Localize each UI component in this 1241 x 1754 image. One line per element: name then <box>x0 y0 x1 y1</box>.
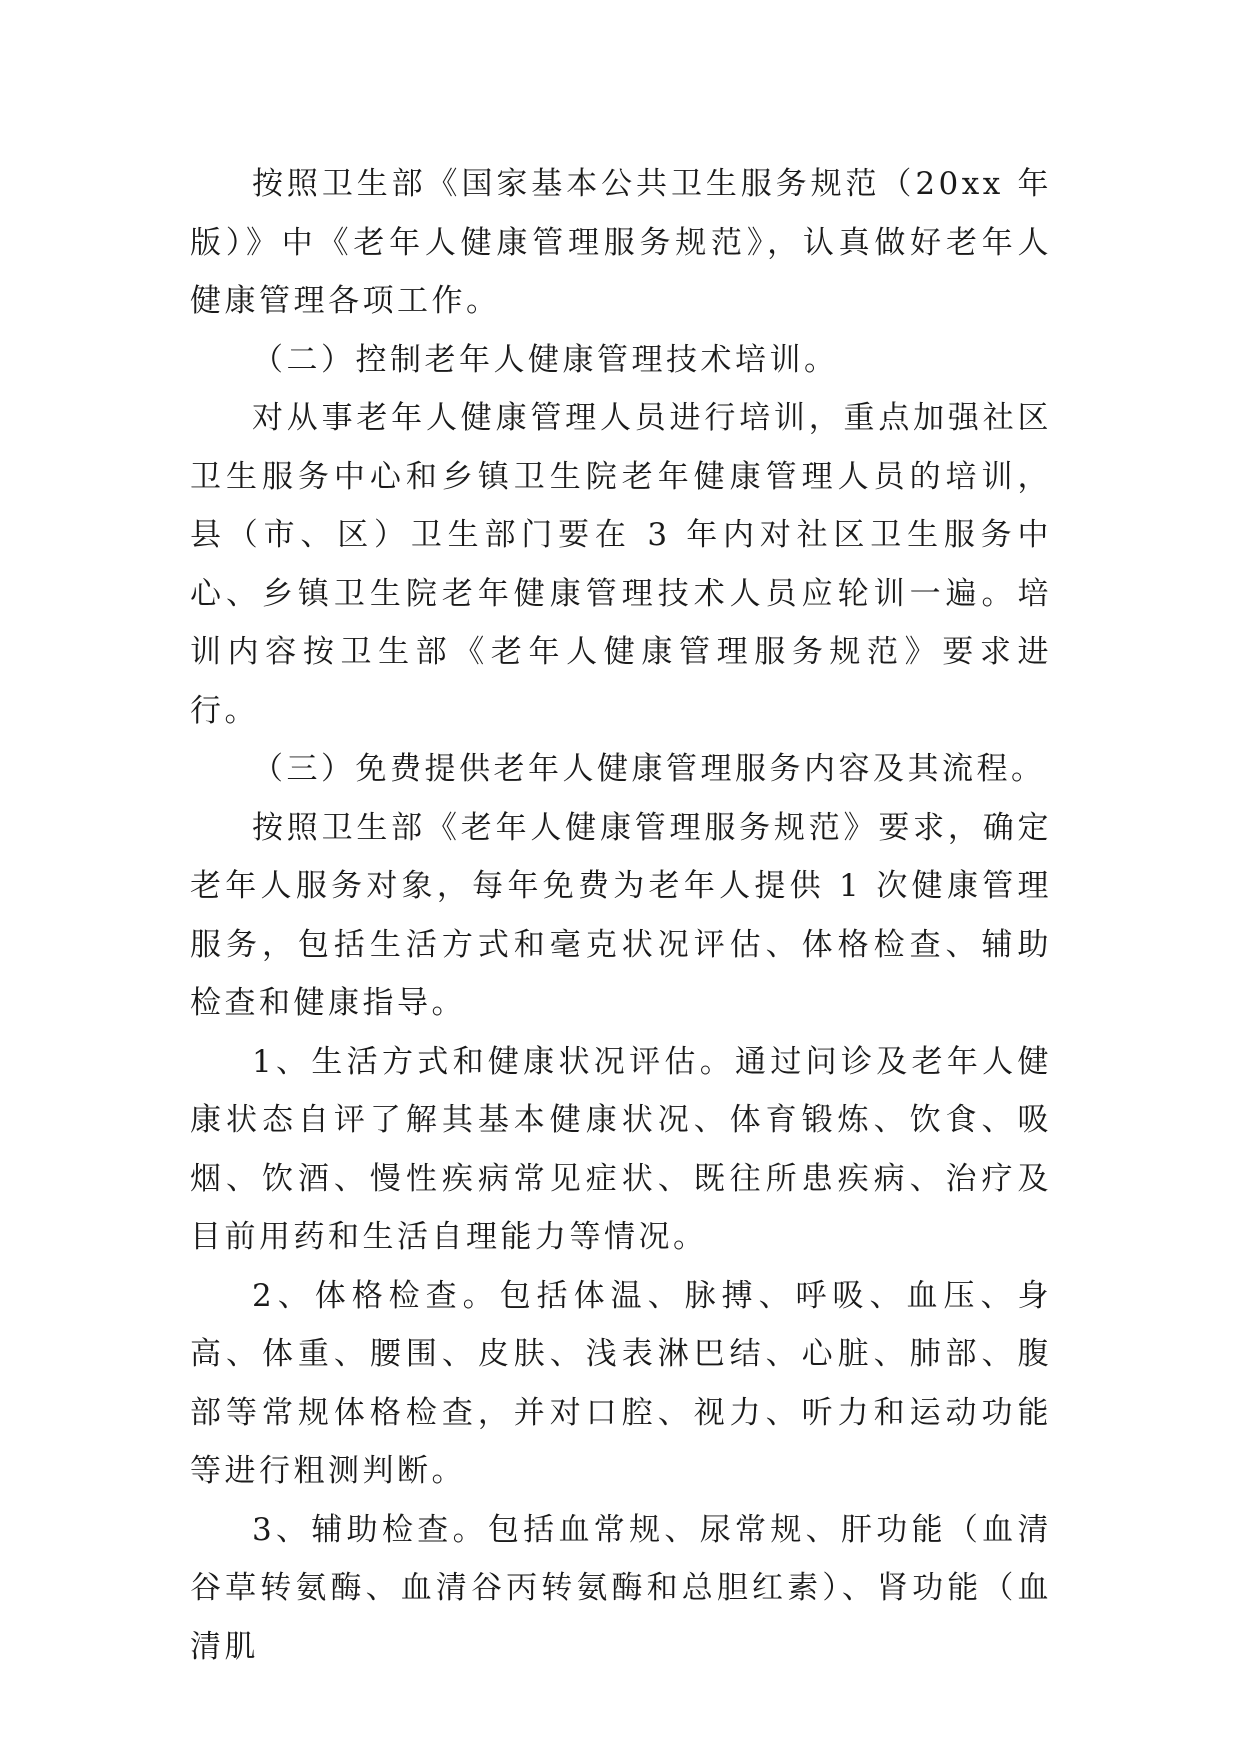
paragraph-auxiliary-exam: 3、辅助检查。包括血常规、尿常规、肝功能（血清谷草转氨酶、血清谷丙转氨酶和总胆红素）、肾功能（血清肌 <box>190 1511 1052 1665</box>
paragraph-physical-exam: 2、体格检查。包括体温、脉搏、呼吸、血压、身高、体重、腰围、皮肤、浅表淋巴结、心脏、肺部、腹部等常规体格检查，并对口腔、视力、听力和运动功能等进行粗测判断。 <box>190 1277 1052 1489</box>
paragraph-free-service: 按照卫生部《老年人健康管理服务规范》要求，确定老年人服务对象，每年免费为老年人提供 1 次健康管理服务，包括生活方式和毫克状况评估、体格检查、辅助检查和健康指导。 <box>190 809 1052 1021</box>
paragraph-training: 对从事老年人健康管理人员进行培训，重点加强社区卫生服务中心和乡镇卫生院老年健康管理人员的培训，县（市、区）卫生部门要在 3 年内对社区卫生服务中心、乡镇卫生院老年健康管理技术人员应轮训一遍。培训内容按卫生部《老年人健康管理服务规范》要求进行。 <box>190 400 1052 729</box>
section-heading-training: （二）控制老年人健康管理技术培训。 <box>252 341 839 378</box>
section-heading-free-service: （三）免费提供老年人健康管理服务内容及其流程。 <box>252 751 1046 787</box>
paragraph-lifestyle-assessment: 1、生活方式和健康状况评估。通过问诊及老年人健康状态自评了解其基本健康状况、体育锻炼、饮食、吸烟、饮酒、慢性疾病常见症状、既往所患疾病、治疗及目前用药和生活自理能力等情况。 <box>190 1043 1052 1255</box>
paragraph-service-standard: 按照卫生部《国家基本公共卫生服务规范（20xx 年版）》中《老年人健康管理服务规范》，认真做好老年人健康管理各项工作。 <box>190 166 1052 319</box>
document-body <box>190 155 1052 1676</box>
